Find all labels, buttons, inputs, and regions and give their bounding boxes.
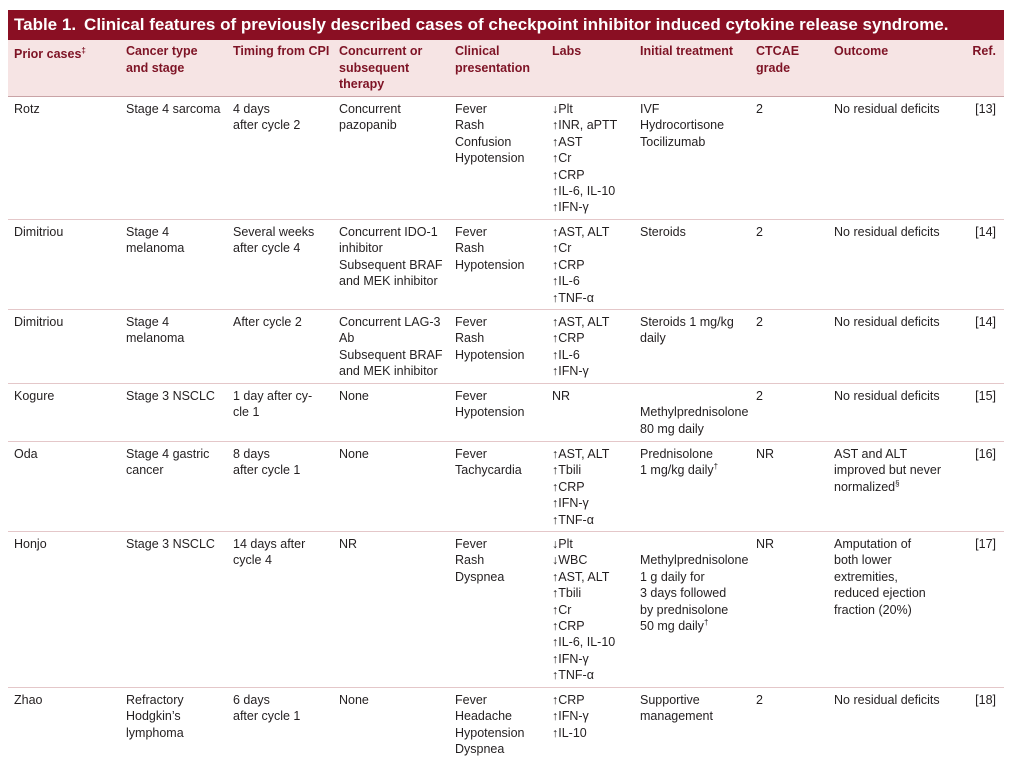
cell-line: normalized§ xyxy=(834,478,900,494)
cell-line: ↑TNF-α xyxy=(552,512,594,527)
cell-line: Rotz xyxy=(14,102,40,116)
cell-line: ↑IL-6 xyxy=(552,274,580,289)
cell-line: ↑TNF-α xyxy=(552,290,594,305)
cell-line: None xyxy=(339,693,369,707)
cell-line: daily xyxy=(640,331,666,346)
cell-outcome xyxy=(834,388,940,404)
header-text: Timing from CPI xyxy=(233,44,330,58)
cell-line: cle 1 xyxy=(233,405,260,420)
cell-line: Fever xyxy=(455,102,487,116)
cell-cancer-type xyxy=(126,224,184,257)
cell-line: Hypotension xyxy=(455,405,525,420)
cell-line: ↑IFN-γ xyxy=(552,364,589,379)
cell-line: Several weeks xyxy=(233,225,315,239)
cell-line: Hypotension xyxy=(455,347,525,362)
header-line xyxy=(640,43,733,60)
cell-treatment xyxy=(640,692,713,725)
table-number: Table 1. xyxy=(14,15,77,34)
cell-line: ↑CRP xyxy=(552,693,585,707)
cell-line: ↑Cr xyxy=(552,241,572,256)
header-text: CTCAE xyxy=(756,44,800,58)
header-footnote-mark: ‡ xyxy=(81,46,86,55)
cell-ctcae-grade xyxy=(756,536,774,552)
cell-cancer-type xyxy=(126,692,184,741)
cell-outcome xyxy=(834,314,940,330)
header-line xyxy=(834,43,888,60)
cell-line: No residual deficits xyxy=(834,315,940,329)
cell-line: None xyxy=(339,389,369,403)
cell-line: Tocilizumab xyxy=(640,134,706,149)
cell-line: ↑IL-6, IL-10 xyxy=(552,635,616,650)
cell-line: ↑IFN-γ xyxy=(552,496,589,511)
header-line xyxy=(14,43,86,63)
header-presentation xyxy=(455,43,530,76)
cell-treatment xyxy=(640,224,686,240)
cell-line: ↑CRP xyxy=(552,257,585,272)
header-line xyxy=(552,43,581,60)
table-row xyxy=(8,688,1004,760)
cell-line: ↑AST, ALT xyxy=(552,447,610,461)
cell-line: Refractory xyxy=(126,693,184,707)
cell-line: 50 mg daily† xyxy=(640,617,709,634)
cell-line: ↓Plt xyxy=(552,537,573,551)
cell-line: Fever xyxy=(455,225,487,239)
cell-line: 8 days xyxy=(233,447,270,461)
cell-line: 1 mg/kg daily† xyxy=(640,462,719,478)
cell-timing xyxy=(233,536,305,569)
table-row xyxy=(8,532,1004,688)
cell-line: Dimitriou xyxy=(14,315,64,329)
cell-treatment xyxy=(640,388,748,437)
cell-line: Dyspnea xyxy=(455,742,505,757)
cell-labs xyxy=(552,224,609,306)
header-text: presentation xyxy=(455,60,531,75)
cell-line: Dimitriou xyxy=(14,225,64,239)
cell-labs xyxy=(552,314,609,380)
header-line xyxy=(756,43,799,60)
footnote-mark: † xyxy=(703,617,709,627)
cell-line: fraction (20%) xyxy=(834,602,912,617)
cell-line: Stage 3 NSCLC xyxy=(126,537,215,551)
cell-line: Fever xyxy=(455,693,487,707)
cell-line: NR xyxy=(339,537,358,551)
cell-line: Hodgkin’s xyxy=(126,709,181,724)
header-outcome xyxy=(834,43,888,60)
cell-presentation xyxy=(455,224,525,273)
cell-outcome xyxy=(834,692,940,708)
cell-timing xyxy=(233,388,312,421)
table-row xyxy=(8,384,1004,442)
cell-line: None xyxy=(339,447,369,461)
cell-line: cancer xyxy=(126,463,164,478)
table-row xyxy=(8,220,1004,310)
cell-line: ↑CRP xyxy=(552,331,585,346)
header-line xyxy=(339,60,422,77)
cell-line: extremities, xyxy=(834,569,898,584)
cell-line: pazopanib xyxy=(339,118,397,133)
cell-line: ↑IFN-γ xyxy=(552,709,589,724)
cell-line: After cycle 2 xyxy=(233,315,302,329)
cell-prior-case xyxy=(14,692,43,708)
cell-line: 2 xyxy=(756,389,763,403)
cell-labs xyxy=(552,101,617,216)
cell-line: 2 xyxy=(756,225,763,239)
cell-therapy xyxy=(339,446,369,462)
header-treatment xyxy=(640,43,733,60)
cell-line: Kogure xyxy=(14,389,55,403)
cell-reference xyxy=(975,692,996,708)
cell-line: ↑AST, ALT xyxy=(552,569,610,584)
cell-presentation xyxy=(455,536,504,585)
cell-line: lymphoma xyxy=(126,725,184,740)
header-therapy xyxy=(339,43,422,93)
table-row xyxy=(8,310,1004,384)
cell-line: and MEK inhibitor xyxy=(339,274,438,289)
cell-line: Zhao xyxy=(14,693,43,707)
cell-line: improved but never xyxy=(834,463,942,478)
header-line xyxy=(455,43,530,60)
cell-line: Methylprednisolone xyxy=(640,553,749,568)
cell-timing xyxy=(233,224,314,257)
table-row xyxy=(8,97,1004,220)
cell-line: reduced ejection xyxy=(834,586,926,601)
cell-line: Dyspnea xyxy=(455,569,505,584)
cell-line: 2 xyxy=(756,102,763,116)
table-title xyxy=(8,10,1004,40)
header-line xyxy=(339,43,422,60)
cell-therapy xyxy=(339,536,357,552)
cell-line xyxy=(640,536,748,552)
cell-line: Amputation of xyxy=(834,537,912,551)
cell-line: Prednisolone xyxy=(640,447,713,461)
cell-line: both lower xyxy=(834,553,892,568)
cell-line: [16] xyxy=(975,447,996,461)
header-text: therapy xyxy=(339,77,385,91)
table-caption: Clinical features of previously described cases of checkpoint inhibitor induced cytokine release syndrome. xyxy=(84,15,949,34)
header-text: Prior cases xyxy=(14,47,82,62)
cell-cancer-type xyxy=(126,388,215,404)
cell-line: AST and ALT xyxy=(834,447,908,461)
header-cancer-type xyxy=(126,43,198,76)
cell-line: ↑AST, ALT xyxy=(552,315,610,329)
cell-line: No residual deficits xyxy=(834,693,940,707)
cell-labs xyxy=(552,388,570,404)
cell-line: inhibitor xyxy=(339,241,383,256)
cell-line: Fever xyxy=(455,447,487,461)
cell-line: ↑Cr xyxy=(552,602,572,617)
cell-line: Fever xyxy=(455,537,487,551)
cell-labs xyxy=(552,536,615,684)
cell-line: 1 day after cy- xyxy=(233,389,313,403)
header-text: Clinical xyxy=(455,44,500,58)
cell-line: by prednisolone xyxy=(640,602,729,617)
cell-timing xyxy=(233,314,302,330)
cell-line: ↑Tbili xyxy=(552,586,582,601)
header-text: Initial treatment xyxy=(640,44,734,58)
cell-line: No residual deficits xyxy=(834,102,940,116)
cell-line: ↓Plt xyxy=(552,102,573,116)
footnote-mark: § xyxy=(895,478,900,488)
cell-cancer-type xyxy=(126,314,184,347)
cell-outcome xyxy=(834,446,941,495)
cell-cancer-type xyxy=(126,446,209,479)
header-ctcae-grade xyxy=(756,43,799,76)
cell-line: after cycle 1 xyxy=(233,709,301,724)
cell-line: Stage 3 NSCLC xyxy=(126,389,215,403)
header-line xyxy=(972,43,996,60)
cell-line: NR xyxy=(756,537,775,551)
cell-line: Stage 4 xyxy=(126,225,170,239)
header-line xyxy=(455,60,530,77)
cell-line: Hypotension xyxy=(455,257,525,272)
cell-line: 3 days followed xyxy=(640,586,727,601)
header-labs xyxy=(552,43,581,60)
cell-line: [18] xyxy=(975,693,996,707)
header-text: Cancer type xyxy=(126,44,198,58)
table-body xyxy=(8,97,1004,760)
cell-line: [15] xyxy=(975,389,996,403)
cell-prior-case xyxy=(14,314,63,330)
cell-reference xyxy=(975,536,996,552)
cell-line: Rash xyxy=(455,118,485,133)
cell-reference xyxy=(975,314,996,330)
cell-line: melanoma xyxy=(126,241,185,256)
cell-reference xyxy=(975,224,996,240)
cell-prior-case xyxy=(14,101,40,117)
cell-line: ↑CRP xyxy=(552,619,585,634)
cell-line: and MEK inhibitor xyxy=(339,364,438,379)
cell-timing xyxy=(233,446,300,479)
cell-line: Hypotension xyxy=(455,725,525,740)
cell-ctcae-grade xyxy=(756,692,763,708)
cell-ctcae-grade xyxy=(756,101,763,117)
cell-prior-case xyxy=(14,388,54,404)
cell-line: 80 mg daily xyxy=(640,421,704,436)
cell-treatment xyxy=(640,101,724,150)
header-text: and stage xyxy=(126,60,185,75)
cell-line: ↑IL-6 xyxy=(552,347,580,362)
cell-line: NR xyxy=(552,389,571,403)
cell-line: 2 xyxy=(756,315,763,329)
cell-line: ↓WBC xyxy=(552,553,588,568)
cell-line: ↑IFN-γ xyxy=(552,200,589,215)
cell-cancer-type xyxy=(126,536,215,552)
cell-ctcae-grade xyxy=(756,314,763,330)
cell-line: after cycle 1 xyxy=(233,463,301,478)
cell-line: [14] xyxy=(975,315,996,329)
cell-line: Hydrocortisone xyxy=(640,118,725,133)
header-timing xyxy=(233,43,329,60)
cell-line: Stage 4 gastric xyxy=(126,447,210,461)
cell-line: cycle 4 xyxy=(233,553,272,568)
cell-line: Subsequent BRAF xyxy=(339,257,443,272)
cell-line: Tachycardia xyxy=(455,463,522,478)
cell-line: Stage 4 xyxy=(126,315,170,329)
cell-prior-case xyxy=(14,446,38,462)
cell-line xyxy=(640,388,748,404)
header-line xyxy=(126,60,198,77)
header-text: subsequent xyxy=(339,60,410,75)
cell-presentation xyxy=(455,314,525,363)
cell-line: [17] xyxy=(975,537,996,551)
cell-treatment xyxy=(640,314,734,347)
cell-ctcae-grade xyxy=(756,446,774,462)
cell-line: Ab xyxy=(339,331,355,346)
cell-labs xyxy=(552,446,609,528)
cell-line: Hypotension xyxy=(455,151,525,166)
cell-line: IVF xyxy=(640,102,660,116)
cell-line: ↑AST, ALT xyxy=(552,225,610,239)
cell-timing xyxy=(233,692,300,725)
cell-line: No residual deficits xyxy=(834,225,940,239)
cell-line: ↑INR, aPTT xyxy=(552,118,618,133)
cell-presentation xyxy=(455,446,522,479)
cell-presentation xyxy=(455,692,525,758)
cell-line: ↑IL-10 xyxy=(552,725,587,740)
cell-timing xyxy=(233,101,300,134)
cell-line: ↑CRP xyxy=(552,479,585,494)
cell-presentation xyxy=(455,101,525,167)
header-text: Labs xyxy=(552,44,582,58)
cell-line: ↑Tbili xyxy=(552,463,582,478)
cell-line: ↑IFN-γ xyxy=(552,651,589,666)
cell-treatment xyxy=(640,536,748,634)
header-text: grade xyxy=(756,60,791,75)
header-prior-case xyxy=(14,43,86,63)
cell-line: 4 days xyxy=(233,102,270,116)
cell-line: ↑AST xyxy=(552,134,583,149)
cell-line: Headache xyxy=(455,709,512,724)
cell-line: management xyxy=(640,709,713,724)
footnote-mark: † xyxy=(713,462,719,472)
cell-reference xyxy=(975,446,996,462)
cell-prior-case xyxy=(14,224,63,240)
cell-line: ↑IL-6, IL-10 xyxy=(552,184,616,199)
cell-ctcae-grade xyxy=(756,388,763,404)
cell-line: 2 xyxy=(756,693,763,707)
header-line xyxy=(756,60,799,77)
cell-line: Steroids 1 mg/kg xyxy=(640,315,734,329)
cell-therapy xyxy=(339,101,401,134)
cell-line: Rash xyxy=(455,331,485,346)
cell-line: ↑Cr xyxy=(552,151,572,166)
cell-reference xyxy=(975,101,996,117)
cell-line: Concurrent IDO-1 xyxy=(339,225,438,239)
cell-treatment xyxy=(640,446,718,479)
cell-line: Concurrent LAG-3 xyxy=(339,315,441,329)
cell-therapy xyxy=(339,692,369,708)
cell-outcome xyxy=(834,101,940,117)
cell-line: after cycle 2 xyxy=(233,118,301,133)
cell-line: No residual deficits xyxy=(834,389,940,403)
cell-therapy xyxy=(339,388,369,404)
cell-line: NR xyxy=(756,447,775,461)
cell-line: [13] xyxy=(975,102,996,116)
cell-line: [14] xyxy=(975,225,996,239)
cell-line: ↑CRP xyxy=(552,167,585,182)
cell-line: Confusion xyxy=(455,134,512,149)
cell-outcome xyxy=(834,536,926,618)
table-header-row xyxy=(8,40,1004,97)
cell-line: Steroids xyxy=(640,225,686,239)
cell-prior-case xyxy=(14,536,47,552)
cell-line: melanoma xyxy=(126,331,185,346)
cell-line: ↑TNF-α xyxy=(552,668,594,683)
header-reference xyxy=(972,43,996,60)
cell-line: Rash xyxy=(455,241,485,256)
header-line xyxy=(233,43,329,60)
cell-line: 6 days xyxy=(233,693,270,707)
cell-outcome xyxy=(834,224,940,240)
header-text: Ref. xyxy=(972,44,996,58)
cell-line: 1 g daily for xyxy=(640,569,705,584)
table-row xyxy=(8,442,1004,532)
header-text: Outcome xyxy=(834,44,889,58)
cell-line: Oda xyxy=(14,447,38,461)
cell-line: Subsequent BRAF xyxy=(339,347,443,362)
cell-therapy xyxy=(339,314,443,380)
cell-labs xyxy=(552,692,589,741)
cell-line: Supportive xyxy=(640,693,700,707)
cell-line: Rash xyxy=(455,553,485,568)
cell-line: after cycle 4 xyxy=(233,241,301,256)
cell-line: Methylprednisolone xyxy=(640,405,749,420)
header-line xyxy=(339,76,422,93)
header-line xyxy=(126,43,198,60)
cell-reference xyxy=(975,388,996,404)
cell-line: Honjo xyxy=(14,537,47,551)
cell-line: 14 days after xyxy=(233,537,306,551)
table-figure xyxy=(8,10,1004,760)
cell-ctcae-grade xyxy=(756,224,763,240)
cell-cancer-type xyxy=(126,101,221,117)
header-text: Concurrent or xyxy=(339,44,423,58)
cell-line: Fever xyxy=(455,389,487,403)
cell-presentation xyxy=(455,388,525,421)
cell-line: Stage 4 sarcoma xyxy=(126,102,221,116)
cell-line: Concurrent xyxy=(339,102,401,116)
cell-line: Fever xyxy=(455,315,487,329)
cell-therapy xyxy=(339,224,443,290)
